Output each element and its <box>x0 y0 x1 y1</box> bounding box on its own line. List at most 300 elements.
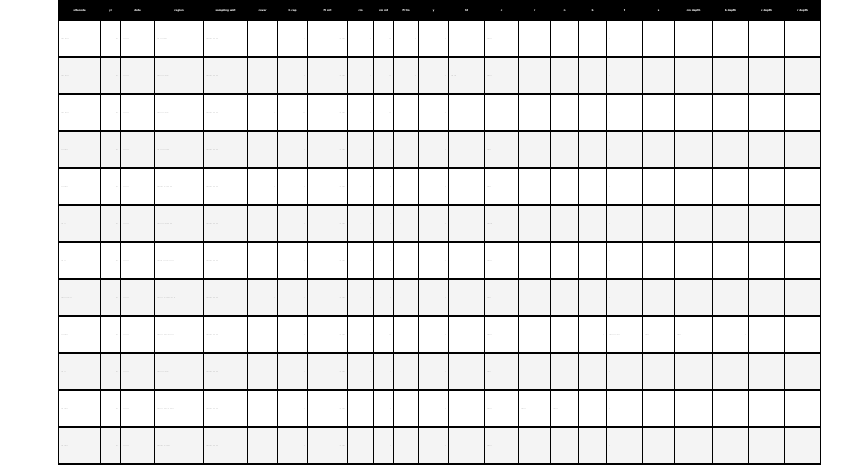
table-cell[interactable] <box>519 242 551 279</box>
table-cell[interactable]: ······ <box>485 316 519 353</box>
table-cell[interactable]: ······ ·· ···· <box>607 316 643 353</box>
table-cell[interactable]: ·· ···· <box>308 316 348 353</box>
table-cell[interactable]: ······ <box>485 427 519 464</box>
table-cell[interactable] <box>394 205 419 242</box>
table-cell[interactable] <box>675 205 713 242</box>
table-cell[interactable]: ··· <box>101 205 121 242</box>
table-cell[interactable] <box>785 168 821 205</box>
table-cell[interactable] <box>643 390 675 427</box>
table-cell[interactable]: ·· ···· <box>308 20 348 57</box>
table-cell[interactable] <box>579 427 607 464</box>
table-cell[interactable]: ··· <box>101 131 121 168</box>
column-header[interactable]: date <box>121 1 155 21</box>
table-cell[interactable]: · <box>278 427 308 464</box>
table-cell[interactable] <box>713 353 749 390</box>
column-header[interactable]: b depth <box>713 1 749 21</box>
table-cell[interactable]: · <box>348 94 374 131</box>
table-cell[interactable]: ······ ···· ·· <box>59 279 101 316</box>
table-cell[interactable]: ····· <box>485 168 519 205</box>
table-cell[interactable]: ·· ·· ·· <box>121 390 155 427</box>
table-cell[interactable] <box>749 57 785 94</box>
table-cell[interactable] <box>551 57 579 94</box>
table-cell[interactable]: · <box>419 353 449 390</box>
table-cell[interactable]: · <box>419 390 449 427</box>
table-cell[interactable]: ··· <box>101 94 121 131</box>
table-cell[interactable] <box>749 390 785 427</box>
table-cell[interactable] <box>551 353 579 390</box>
table-cell[interactable] <box>551 94 579 131</box>
table-cell[interactable] <box>248 353 278 390</box>
table-cell[interactable]: · <box>348 131 374 168</box>
table-cell[interactable]: · <box>579 316 607 353</box>
table-cell[interactable] <box>248 316 278 353</box>
table-cell[interactable] <box>248 242 278 279</box>
table-cell[interactable]: ········ ··· ··· <box>204 131 248 168</box>
table-cell[interactable] <box>643 205 675 242</box>
table-cell[interactable]: · <box>348 57 374 94</box>
table-cell[interactable]: · <box>607 20 643 57</box>
table-cell[interactable]: · <box>348 353 374 390</box>
table-cell[interactable] <box>643 427 675 464</box>
table-cell[interactable] <box>785 131 821 168</box>
table-cell[interactable]: · <box>278 168 308 205</box>
table-cell[interactable]: · <box>374 279 394 316</box>
table-cell[interactable] <box>579 242 607 279</box>
table-cell[interactable]: · <box>374 390 394 427</box>
table-cell[interactable]: · <box>607 353 643 390</box>
table-cell[interactable]: ··· ·· <box>59 242 101 279</box>
table-cell[interactable]: ·· <box>374 57 394 94</box>
table-cell[interactable]: ··· ·· ······ <box>155 20 204 57</box>
table-cell[interactable] <box>519 205 551 242</box>
table-cell[interactable] <box>643 279 675 316</box>
table-cell[interactable] <box>519 57 551 94</box>
table-cell[interactable] <box>519 353 551 390</box>
table-cell[interactable]: ·· ·· ·· <box>121 205 155 242</box>
table-cell[interactable]: ·· ······ <box>59 316 101 353</box>
table-cell[interactable]: · <box>419 316 449 353</box>
table-cell[interactable]: · <box>419 242 449 279</box>
table-cell[interactable]: ··· <box>101 353 121 390</box>
table-cell[interactable] <box>551 279 579 316</box>
table-cell[interactable] <box>749 20 785 57</box>
table-cell[interactable]: ········ ··· ··· <box>204 316 248 353</box>
table-cell[interactable]: ········ ··· ··· <box>204 205 248 242</box>
table-cell[interactable]: · <box>419 94 449 131</box>
table-cell[interactable] <box>394 168 419 205</box>
table-cell[interactable] <box>675 390 713 427</box>
table-cell[interactable] <box>675 131 713 168</box>
table-cell[interactable] <box>675 279 713 316</box>
table-cell[interactable]: ···· ····· <box>59 20 101 57</box>
table-cell[interactable]: ········ ··· ··· <box>204 390 248 427</box>
table-cell[interactable] <box>675 427 713 464</box>
table-cell[interactable]: ······ <box>551 390 579 427</box>
table-cell[interactable]: · <box>348 316 374 353</box>
table-cell[interactable] <box>749 353 785 390</box>
column-header[interactable]: s <box>643 1 675 21</box>
table-cell[interactable] <box>551 316 579 353</box>
table-cell[interactable]: · <box>607 242 643 279</box>
table-cell[interactable] <box>643 20 675 57</box>
table-cell[interactable]: ·· <box>374 20 394 57</box>
table-cell[interactable]: · <box>607 279 643 316</box>
table-cell[interactable]: ···· ····· <box>59 94 101 131</box>
table-cell[interactable] <box>394 427 419 464</box>
table-cell[interactable] <box>643 242 675 279</box>
table-cell[interactable] <box>579 20 607 57</box>
table-cell[interactable] <box>449 94 485 131</box>
table-cell[interactable]: · <box>419 205 449 242</box>
table-cell[interactable]: · <box>278 390 308 427</box>
table-cell[interactable] <box>579 131 607 168</box>
table-cell[interactable] <box>449 390 485 427</box>
table-cell[interactable]: ······ <box>485 57 519 94</box>
table-cell[interactable]: ··· <box>101 427 121 464</box>
table-cell[interactable]: · <box>374 353 394 390</box>
table-cell[interactable]: · <box>348 279 374 316</box>
table-cell[interactable] <box>449 279 485 316</box>
table-cell[interactable]: ······ ·· ····· <box>155 57 204 94</box>
table-cell[interactable]: ··· ··· <box>449 57 485 94</box>
table-cell[interactable] <box>749 242 785 279</box>
table-cell[interactable]: ·· ······ <box>59 168 101 205</box>
table-cell[interactable] <box>519 20 551 57</box>
table-cell[interactable]: · <box>374 205 394 242</box>
table-cell[interactable]: ········ ··· ··· <box>204 427 248 464</box>
table-cell[interactable] <box>713 427 749 464</box>
column-header[interactable]: cm depth <box>675 1 713 21</box>
table-cell[interactable] <box>749 168 785 205</box>
table-cell[interactable] <box>579 94 607 131</box>
table-cell[interactable]: · <box>248 279 278 316</box>
table-cell[interactable] <box>485 94 519 131</box>
table-cell[interactable]: · <box>607 390 643 427</box>
table-cell[interactable]: · <box>278 279 308 316</box>
table-cell[interactable] <box>519 316 551 353</box>
table-cell[interactable]: · <box>419 427 449 464</box>
table-cell[interactable]: ······ ·· ······ ··· <box>155 205 204 242</box>
table-cell[interactable] <box>643 168 675 205</box>
table-cell[interactable]: · <box>374 168 394 205</box>
table-cell[interactable] <box>519 94 551 131</box>
table-cell[interactable]: ····· <box>485 279 519 316</box>
column-header[interactable]: t <box>607 1 643 21</box>
table-cell[interactable]: ··· <box>101 279 121 316</box>
table-cell[interactable] <box>579 279 607 316</box>
table-cell[interactable]: ········ ·· ···· ··· <box>155 168 204 205</box>
table-cell[interactable] <box>749 316 785 353</box>
table-cell[interactable] <box>519 427 551 464</box>
table-cell[interactable] <box>579 57 607 94</box>
table-cell[interactable] <box>248 390 278 427</box>
table-cell[interactable] <box>519 279 551 316</box>
table-cell[interactable]: · <box>419 57 449 94</box>
column-header[interactable]: h cap <box>278 1 308 21</box>
column-header[interactable]: n <box>551 1 579 21</box>
table-cell[interactable]: ········ ··· ··· <box>204 20 248 57</box>
table-cell[interactable] <box>675 20 713 57</box>
table-cell[interactable]: ········ ··· ··· <box>204 242 248 279</box>
column-header[interactable]: ft tm <box>394 1 419 21</box>
table-cell[interactable]: · <box>607 57 643 94</box>
table-cell[interactable]: · <box>394 57 419 94</box>
table-cell[interactable] <box>248 205 278 242</box>
table-cell[interactable] <box>449 205 485 242</box>
table-cell[interactable] <box>449 353 485 390</box>
table-cell[interactable]: ··· ····· <box>59 390 101 427</box>
table-cell[interactable]: ······ ·· ····· <box>155 353 204 390</box>
table-cell[interactable]: ······ <box>485 242 519 279</box>
table-cell[interactable]: · <box>419 131 449 168</box>
table-cell[interactable]: · <box>348 205 374 242</box>
table-cell[interactable]: · <box>278 205 308 242</box>
table-cell[interactable]: ·· ·· ·· <box>121 131 155 168</box>
column-header[interactable]: c depth <box>749 1 785 21</box>
table-cell[interactable]: · <box>374 242 394 279</box>
table-cell[interactable]: ······ ·· ····· <box>155 94 204 131</box>
table-cell[interactable] <box>749 205 785 242</box>
table-cell[interactable] <box>749 131 785 168</box>
table-cell[interactable]: ····· <box>485 353 519 390</box>
table-cell[interactable]: ·· ·· ·· <box>121 20 155 57</box>
table-cell[interactable]: ····· <box>675 316 713 353</box>
table-cell[interactable]: ·· ···· <box>308 57 348 94</box>
column-header[interactable]: ft cnt <box>308 1 348 21</box>
table-cell[interactable]: · <box>278 131 308 168</box>
table-cell[interactable] <box>248 20 278 57</box>
table-cell[interactable] <box>449 427 485 464</box>
table-cell[interactable]: ····· ·· ···· ·· ····· <box>155 390 204 427</box>
table-cell[interactable]: ·· <box>374 94 394 131</box>
table-cell[interactable]: ·· ···· <box>308 390 348 427</box>
table-cell[interactable]: ·· ···· <box>308 205 348 242</box>
table-cell[interactable]: ·· ·· ·· <box>121 427 155 464</box>
column-header[interactable]: yr <box>101 1 121 21</box>
table-cell[interactable] <box>643 57 675 94</box>
table-cell[interactable]: ··· ····· <box>59 427 101 464</box>
column-header[interactable]: cm <box>348 1 374 21</box>
table-cell[interactable] <box>248 131 278 168</box>
table-cell[interactable] <box>449 316 485 353</box>
table-row <box>59 131 821 168</box>
table-cell[interactable] <box>785 205 821 242</box>
table-cell[interactable] <box>551 242 579 279</box>
table-cell[interactable] <box>713 390 749 427</box>
table-cell[interactable] <box>394 316 419 353</box>
table-cell[interactable]: ······· ·· ···· ·· ··· <box>155 242 204 279</box>
table-cell[interactable]: ··· <box>101 20 121 57</box>
table-cell[interactable] <box>579 205 607 242</box>
table-cell[interactable] <box>643 353 675 390</box>
table-cell[interactable]: · <box>419 168 449 205</box>
table-cell[interactable]: · <box>278 316 308 353</box>
table-cell[interactable]: ········ ··· ··· <box>204 57 248 94</box>
table-cell[interactable] <box>551 20 579 57</box>
table-cell[interactable] <box>449 20 485 57</box>
table-cell[interactable]: ········ ·· ····· <box>155 427 204 464</box>
table-cell[interactable] <box>394 279 419 316</box>
table-cell[interactable]: ······· <box>485 205 519 242</box>
table-cell[interactable]: ····· <box>643 316 675 353</box>
table-cell[interactable] <box>394 390 419 427</box>
column-header[interactable]: c <box>485 1 519 21</box>
table-cell[interactable]: · <box>607 205 643 242</box>
table-cell[interactable] <box>519 131 551 168</box>
table-cell[interactable]: ·· <box>374 316 394 353</box>
table-cell[interactable] <box>713 20 749 57</box>
table-cell[interactable] <box>785 353 821 390</box>
table-cell[interactable]: ·· ···· <box>308 427 348 464</box>
column-header[interactable]: sitecode <box>59 1 101 21</box>
table-cell[interactable]: · <box>248 168 278 205</box>
table-cell[interactable]: ······ <box>519 390 551 427</box>
table-cell[interactable] <box>579 168 607 205</box>
table-cell[interactable] <box>449 168 485 205</box>
table-cell[interactable]: ·· ···· <box>308 242 348 279</box>
table-cell[interactable]: · <box>419 20 449 57</box>
column-header[interactable]: sampling unit <box>204 1 248 21</box>
table-cell[interactable] <box>519 168 551 205</box>
table-cell[interactable]: ··· ·· <box>59 353 101 390</box>
table-cell[interactable] <box>785 57 821 94</box>
table-cell[interactable]: · <box>278 57 308 94</box>
table-cell[interactable]: ····· <box>485 131 519 168</box>
table-cell[interactable] <box>713 279 749 316</box>
table-cell[interactable] <box>785 279 821 316</box>
table-cell[interactable] <box>713 94 749 131</box>
column-header[interactable]: cover <box>248 1 278 21</box>
table-cell[interactable]: ········ ··· ··· <box>204 279 248 316</box>
table-cell[interactable] <box>551 427 579 464</box>
table-cell[interactable]: ·· ···· <box>308 279 348 316</box>
table-cell[interactable]: · <box>278 353 308 390</box>
table-cell[interactable] <box>785 390 821 427</box>
table-cell[interactable] <box>713 131 749 168</box>
table-cell[interactable]: · <box>607 168 643 205</box>
table-cell[interactable]: · <box>348 168 374 205</box>
column-header[interactable]: ht <box>449 1 485 21</box>
table-cell[interactable]: ····· ·· ···· ···· ··· <box>155 316 204 353</box>
table-cell[interactable] <box>785 94 821 131</box>
table-cell[interactable] <box>449 242 485 279</box>
table-cell[interactable] <box>248 57 278 94</box>
table-cell[interactable]: ··· <box>101 390 121 427</box>
table-cell[interactable]: ····· ·· ·· ····· ··· ·· <box>155 279 204 316</box>
table-cell[interactable]: · <box>713 316 749 353</box>
table-cell[interactable]: · <box>419 279 449 316</box>
table-cell[interactable]: ·· ···· <box>308 94 348 131</box>
table-cell[interactable]: ··· <box>101 168 121 205</box>
table-cell[interactable] <box>675 353 713 390</box>
table-cell[interactable]: · <box>607 427 643 464</box>
table-cell[interactable]: · <box>348 20 374 57</box>
table-cell[interactable]: ·· ·· ·· <box>121 242 155 279</box>
table-cell[interactable] <box>348 427 374 464</box>
table-cell[interactable] <box>394 131 419 168</box>
table-cell[interactable] <box>749 279 785 316</box>
table-cell[interactable]: ·· ······ <box>59 131 101 168</box>
column-header[interactable]: r <box>519 1 551 21</box>
table-cell[interactable]: · <box>374 427 394 464</box>
table-cell[interactable] <box>394 353 419 390</box>
table-cell[interactable]: ··· <box>101 57 121 94</box>
table-cell[interactable] <box>449 131 485 168</box>
column-header[interactable]: y <box>419 1 449 21</box>
table-cell[interactable]: · <box>394 20 419 57</box>
table-cell[interactable]: ··· ·· ··· ····· <box>155 131 204 168</box>
column-header[interactable]: r depth <box>785 1 821 21</box>
table-cell[interactable] <box>643 94 675 131</box>
table-cell[interactable] <box>394 94 419 131</box>
table-cell[interactable] <box>713 168 749 205</box>
table-cell[interactable] <box>675 168 713 205</box>
table-cell[interactable] <box>643 131 675 168</box>
table-cell[interactable]: ········ ··· ··· <box>204 353 248 390</box>
table-cell[interactable] <box>749 427 785 464</box>
table-cell[interactable]: · <box>278 242 308 279</box>
table-cell[interactable] <box>713 57 749 94</box>
table-cell[interactable]: ·· ·· ·· <box>121 353 155 390</box>
column-header[interactable]: region <box>155 1 204 21</box>
table-cell[interactable]: ········ ··· ··· <box>204 94 248 131</box>
table-cell[interactable]: ···· ····· <box>59 57 101 94</box>
table-cell[interactable] <box>551 205 579 242</box>
table-cell[interactable]: · <box>248 94 278 131</box>
table-cell[interactable]: ··· <box>101 242 121 279</box>
table-cell[interactable] <box>551 168 579 205</box>
table-cell[interactable] <box>785 316 821 353</box>
table-cell[interactable]: ······ <box>485 20 519 57</box>
table-cell[interactable] <box>348 390 374 427</box>
table-cell[interactable]: ·· ·· ·· <box>121 57 155 94</box>
table-cell[interactable] <box>785 20 821 57</box>
table-cell[interactable]: ··· <box>101 316 121 353</box>
table-cell[interactable] <box>675 57 713 94</box>
table-cell[interactable]: ······ <box>485 390 519 427</box>
table-cell[interactable]: · <box>278 20 308 57</box>
table-cell[interactable]: ·· ···· <box>308 131 348 168</box>
table-cell[interactable]: ·· ···· <box>308 168 348 205</box>
table-cell[interactable]: ·· ·· ·· <box>121 168 155 205</box>
table-cell[interactable]: ·· ·· ·· <box>121 316 155 353</box>
table-cell[interactable]: ········ ··· ··· <box>204 168 248 205</box>
table-cell[interactable] <box>749 94 785 131</box>
table-cell[interactable] <box>579 390 607 427</box>
column-header[interactable]: b <box>579 1 607 21</box>
table-cell[interactable] <box>579 353 607 390</box>
table-cell[interactable] <box>713 205 749 242</box>
table-cell[interactable] <box>675 242 713 279</box>
table-cell[interactable]: · <box>374 131 394 168</box>
table-cell[interactable] <box>394 242 419 279</box>
table-cell[interactable]: · <box>348 242 374 279</box>
table-cell[interactable]: · <box>607 94 643 131</box>
table-cell[interactable]: · <box>607 131 643 168</box>
table-cell[interactable]: ·· <box>278 94 308 131</box>
column-header[interactable]: cm mt <box>374 1 394 21</box>
table-cell[interactable] <box>248 427 278 464</box>
table-cell[interactable] <box>713 242 749 279</box>
table-cell[interactable]: ··· ·· <box>59 205 101 242</box>
table-cell[interactable] <box>785 427 821 464</box>
table-cell[interactable]: ·· ···· <box>308 353 348 390</box>
table-cell[interactable] <box>551 131 579 168</box>
table-cell[interactable] <box>785 242 821 279</box>
table-cell[interactable]: ·· ·· ·· <box>121 279 155 316</box>
table-cell[interactable] <box>675 94 713 131</box>
table-cell[interactable]: ·· ·· ·· <box>121 94 155 131</box>
